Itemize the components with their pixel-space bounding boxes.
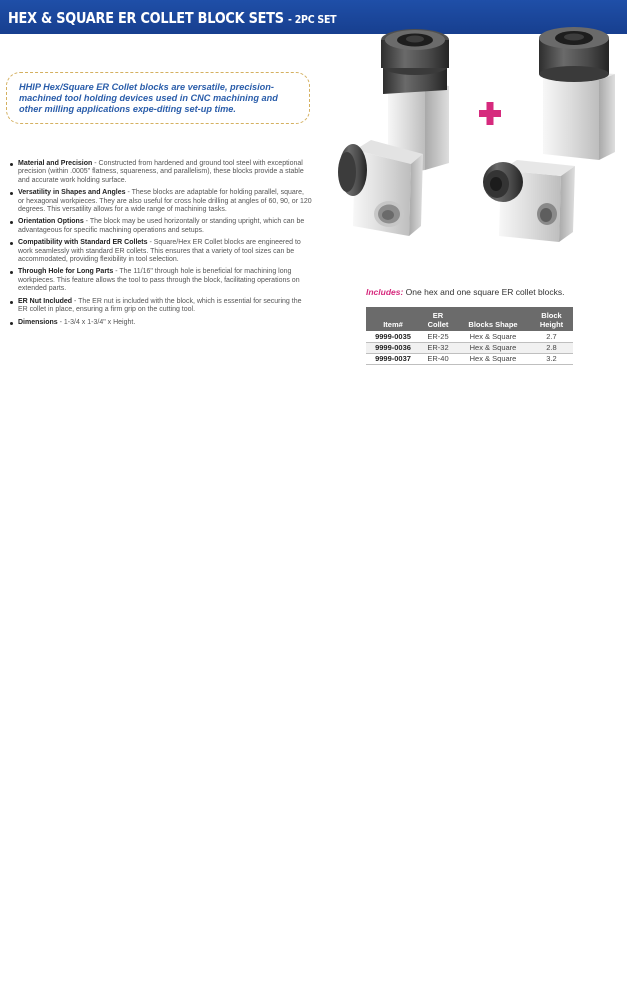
cell-er-collet: ER-40 (420, 353, 456, 364)
feature-text: - Square/Hex ER Collet blocks are engineered to work seamlessly with standard ER collets. This ensures that a variety of tool sizes can be accommodated, providing flexibility in tool selection. (18, 239, 301, 264)
spec-table (366, 307, 573, 365)
feature-text: - These blocks are adaptable for holding parallel, square, or hexagonal workpieces. They are also useful for cross hole drilling at angles of 60, 90, or 120 degrees. This versatility allows for a wide range of machining tasks. (18, 189, 312, 214)
feature-text: - The 11/16" through hole is beneficial for machining long workpieces. This feature allows the tool to pass through the block, facilitating operations on extended parts. (18, 268, 300, 293)
feature-title: Orientation Options (18, 218, 84, 226)
table-row (366, 353, 573, 364)
includes-text: One hex and one square ER collet blocks. (403, 287, 565, 297)
square-block-upright (539, 27, 615, 160)
product-photo (325, 0, 627, 282)
cell-er-collet: ER-32 (420, 342, 456, 353)
cell-blocks-shape: Hex & Square (456, 331, 530, 342)
feature-item (10, 239, 312, 264)
feature-title: Versatility in Shapes and Angles (18, 189, 126, 197)
title-subtitle: - 2PC SET (287, 13, 337, 26)
feature-item (10, 298, 312, 315)
feature-title: Dimensions (18, 318, 58, 326)
feature-text: - The ER nut is included with the block, which is essential for securing the ER collet in place, ensuring a firm grip on the cutting tool. (18, 297, 302, 314)
cell-blocks-shape: Hex & Square (456, 342, 530, 353)
table-header-row (366, 307, 573, 331)
table-row (366, 342, 573, 353)
feature-list (10, 160, 312, 331)
feature-title: Material and Precision (18, 160, 93, 167)
feature-item (10, 160, 312, 185)
intro-callout (6, 72, 310, 124)
feature-text: - Constructed from hardened and ground tool steel with exceptional precision (within .0005" flatness, squareness, and parallelism), these blocks provide a stable and accurate work holding surface. (18, 160, 304, 184)
feature-text: - 1-3/4 x 1-3/4" x Height. (57, 318, 136, 326)
cell-block-height: 2.7 (530, 331, 573, 342)
includes-label: Includes: (366, 287, 404, 297)
includes-note (366, 287, 621, 297)
cell-item: 9999-0035 (366, 331, 420, 342)
plus-icon (479, 102, 501, 125)
feature-title: Through Hole for Long Parts (18, 268, 114, 276)
feature-text: - The block may be used horizontally or standing upright, which can be advantageous for specific machining operations and setups. (18, 218, 305, 234)
feature-item (10, 218, 312, 235)
feature-item (10, 268, 312, 293)
feature-item (10, 189, 312, 214)
feature-title: ER Nut Included (18, 297, 73, 305)
page-title (8, 9, 336, 27)
table-row (366, 331, 573, 342)
square-block-horizontal (483, 160, 575, 242)
col-header-item: Item# (383, 319, 403, 329)
col-header-er-collet: ER Collet (427, 311, 449, 329)
col-header-block-height: Block Height (539, 311, 564, 329)
col-header-blocks-shape: Blocks Shape (468, 319, 518, 329)
cell-blocks-shape: Hex & Square (456, 353, 530, 364)
cell-block-height: 2.8 (530, 342, 573, 353)
feature-item (10, 319, 312, 327)
cell-er-collet: ER-25 (420, 331, 456, 342)
feature-title: Compatibility with Standard ER Collets (18, 239, 148, 247)
title-main: HEX & SQUARE ER COLLET BLOCK SETS (8, 9, 284, 27)
hex-block-horizontal (338, 140, 423, 236)
cell-block-height: 3.2 (530, 353, 573, 364)
cell-item: 9999-0037 (366, 353, 420, 364)
intro-text: HHIP Hex/Square ER Collet blocks are versatile, precision-machined tool holding devices used in CNC machining and other milling applications expe-diting set-up time. (19, 82, 278, 114)
cell-item: 9999-0036 (366, 342, 420, 353)
